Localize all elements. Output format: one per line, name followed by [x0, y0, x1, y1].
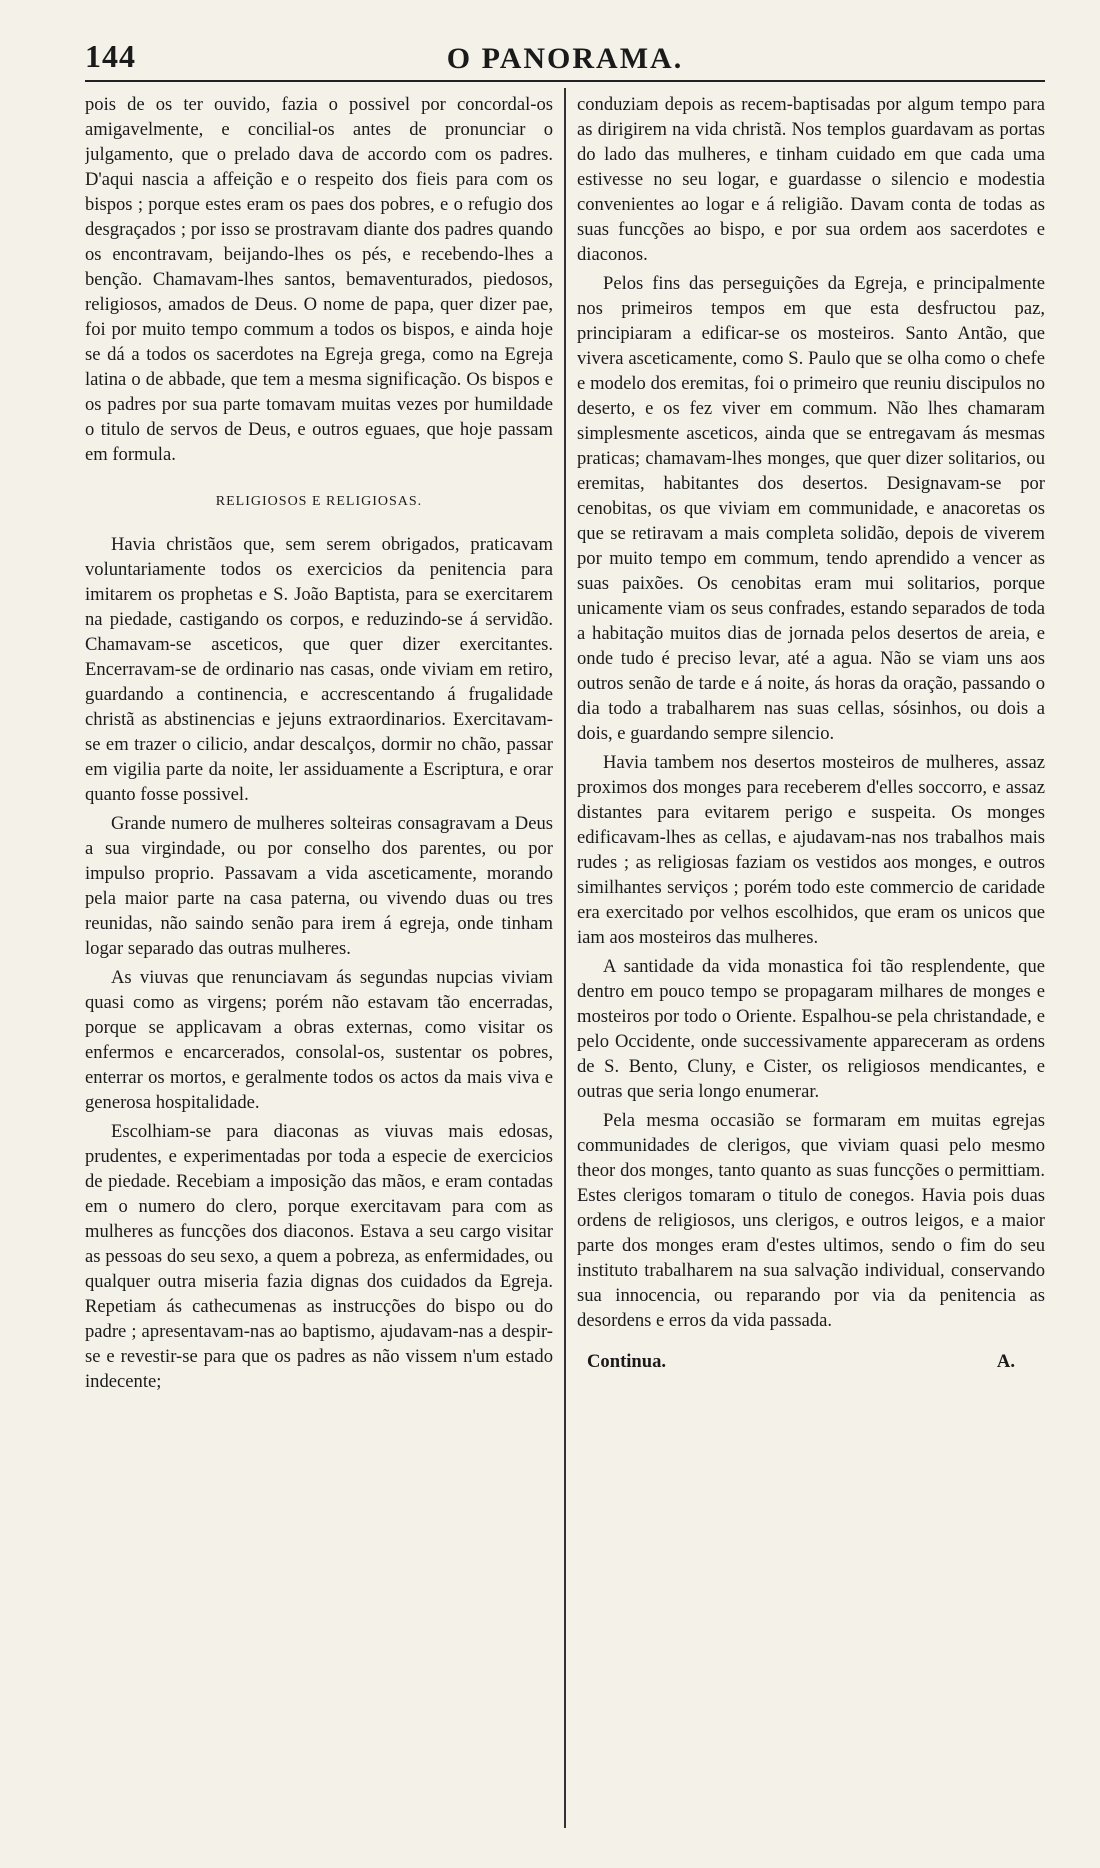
paragraph: As viuvas que renunciavam ás segundas nupcias viviam quasi como as virgens; porém não estavam tão encerradas, porque se applicavam a obras externas, como visitar os enfermos e encarcerados, consolal-os, sustentar os pobres, enterrar os mortos, e geralmente todos os actos da mais viva e generosa hospitalidade. — [85, 967, 553, 1113]
continua-label: Continua. — [587, 1351, 667, 1372]
left-column — [85, 92, 553, 1862]
paragraph: Grande numero de mulheres solteiras consagravam a Deus a sua virgindade, ou por conselho dos parentes, ou por impulso proprio. Passavam a vida asceticamente, morando pela maior parte na casa paterna, ou vivendo duas ou tres reunidas, não saindo senão para irem á egreja, onde tinham logar separado das outras mulheres. — [85, 813, 553, 959]
journal-title: O PANORAMA. — [446, 42, 684, 75]
paragraph: A santidade da vida monastica foi tão resplendente, que dentro em pouco tempo se propagaram milhares de monges e mosteiros por todo o Oriente. Espalhou-se pela christandade, e pelo Occidente, onde successivamente appareceram as ordens de S. Bento, Cluny, e Cister, os religiosos mendicantes, e outras que seria longo enumerar. — [577, 956, 1045, 1102]
paragraph: pois de os ter ouvido, fazia o possivel por concordal-os amigavelmente, e concilial-os antes de pronunciar o julgamento, que o prelado dava de accordo com os padres. D'aqui nascia a affeição e o respeito dos fieis para com os bispos ; porque estes eram os paes dos pobres, e o refugio dos desgraçados ; por isso se prostravam diante dos padres quando os encontravam, beijando-lhes os pés, e recebendo-lhes a benção. Chamavam-lhes santos, bemaventurados, piedosos, religiosos, amados de Deus. O nome de papa, quer dizer pae, foi por muito tempo commum a todos os bispos, e ainda hoje se dá a todos os sacerdotes na Egreja grega, como na Egreja latina o de abbade, que tem a mesma significação. Os bispos e os padres por sua parte tomavam muitas vezes por humildade o titulo de servos de Deus, e outros eguaes, que hoje passam em formula. — [85, 94, 553, 465]
paragraph: Escolhiam-se para diaconas as viuvas mais edosas, prudentes, e experimentadas por toda a especie de exercicios de piedade. Recebiam a imposição das mãos, e eram contadas em o numero do clero, porque exercitavam para com as mulheres as funcções dos diaconos. Estava a seu cargo visitar as pessoas do seu sexo, a quem a pobreza, as enfermidades, ou qualquer outra miseria fazia dignas dos cuidados da Egreja. Repetiam ás cathecumenas as instrucções do bispo ou do padre ; apresentavam-nas ao baptismo, ajudavam-nas a despir-se e revestir-se para que os padres as não vissem n'um estado indecente; — [85, 1121, 553, 1392]
right-column — [577, 92, 1045, 1862]
section-title: RELIGIOSOS E RELIGIOSAS. — [215, 494, 423, 509]
column-divider — [564, 88, 566, 1828]
paragraph: Havia tambem nos desertos mosteiros de mulheres, assaz proximos dos monges para receberem d'elles soccorro, e assaz distantes para evitarem perigo e suspeita. Os monges edificavam-lhes as cellas, e ajudavam-nas nos trabalhos mais rudes ; as religiosas faziam os vestidos aos monges, e outros similhantes serviços ; porém todo este commercio de caridade era exercitado por velhos escolhidos, que eram os unicos que iam aos mosteiros das mulheres. — [577, 752, 1045, 948]
paragraph: Pela mesma occasião se formaram em muitas egrejas communidades de clerigos, que viviam quasi pelo mesmo theor dos monges, tanto quanto as suas funcções o permittiam. Estes clerigos tomaram o titulo de conegos. Havia pois duas ordens de religiosos, uns clerigos, e outros leigos, e a maior parte dos monges eram d'estes ultimos, sendo o fim do seu instituto trabalharem na sua salvação individual, conservando sua innocencia, ou reparando por via da penitencia as desordens e erros da vida passada. — [577, 1110, 1045, 1331]
article-footer — [577, 1349, 1045, 1374]
paragraph: Pelos fins das perseguições da Egreja, e principalmente nos primeiros tempos em que esta desfructou paz, principiaram a edificar-se os mosteiros. Santo Antão, que vivera asceticamente, como S. Paulo que se olha como o chefe e modelo dos eremitas, foi o primeiro que reuniu discipulos no deserto, e os fez viver em commum. Não lhes chamaram simplesmente asceticos, ainda que se entregavam ás mesmas praticas; chamavam-lhes monges, que quer dizer solitarios, ou eremitas, habitantes dos desertos. Designavam-se por cenobitas, os que viviam em communidade, e anacoretas os que se retiravam a mais completa solidão, depois de viverem por muito tempo em commum, tendo aprendido a vencer as suas paixões. Os cenobitas eram mui solitarios, porque unicamente viam os seus confrades, estando separados de toda a habitação muitos dias de jornada pelos desertos de areia, e onde tudo é preciso levar, até a agua. Não se viam uns aos outros senão de tarde e á noite, ás horas da oração, passando o dia todo a trabalharem nas suas cellas, sósinhos, ou dois a dois, e guardando sempre silencio. — [577, 273, 1045, 744]
author-initial: A. — [996, 1351, 1015, 1372]
header-rule — [85, 80, 1045, 82]
paragraph: Havia christãos que, sem serem obrigados, praticavam voluntariamente todos os exercicios da penitencia para imitarem os prophetas e S. João Baptista, para se exercitarem na piedade, castigando os corpos, e reduzindo-se á servidão. Chamavam-se asceticos, que quer dizer exercitantes. Encerravam-se de ordinario nas casas, onde viviam em retiro, guardando a continencia, e accrescentando á frugalidade christã as abstinencias e jejuns extraordinarios. Exercitavam-se em trazer o cilicio, andar descalços, dormir no chão, passar em vigilia parte da noite, ler assiduamente a Escriptura, e orar quanto fosse possivel. — [85, 534, 553, 805]
paragraph: conduziam depois as recem-baptisadas por algum tempo para as dirigirem na vida christã. Nos templos guardavam as portas do lado das mulheres, e tinham cuidado em que cada uma estivesse no seu logar, e guardasse o silencio e modestia convenientes ao logar e á religião. Davam conta de todas as suas funcções ao bispo, e por sua ordem aos sacerdotes e diaconos. — [577, 94, 1045, 265]
page-number: 144 — [85, 38, 136, 74]
page-header — [85, 18, 1045, 78]
